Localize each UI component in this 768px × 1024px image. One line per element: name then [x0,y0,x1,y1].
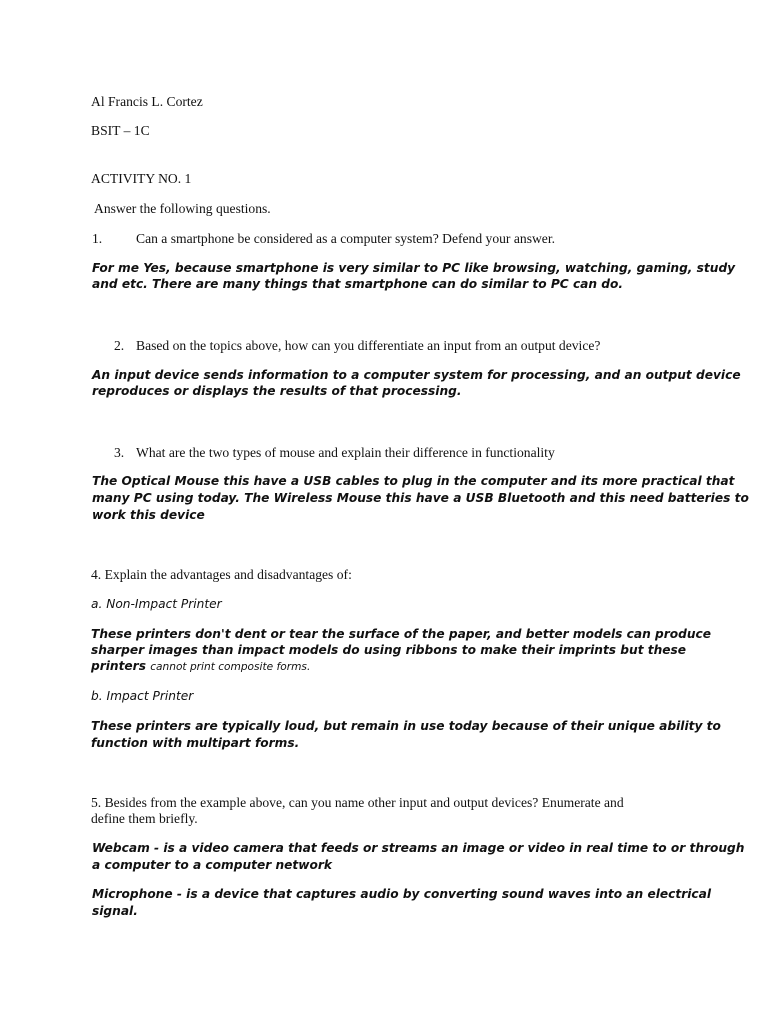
answer-2-line-1: An input device sends information to a computer system for processing, and an output device [92,368,741,382]
question-1-number: 1. [92,231,103,246]
non-impact-answer-line-2: sharper images than impact models do using ribbons to make their imprints but these [91,643,687,657]
microphone-line-2: signal. [92,904,138,918]
webcam-line-1: Webcam - is a video camera that feeds or streams an image or video in real time to or through [92,841,745,855]
question-1 [92,230,555,247]
answer-3-line-1: The Optical Mouse this have a USB cables to plug in the computer and its more practical that [92,474,735,488]
question-3 [114,444,555,461]
answer-2-line-2: reproduces or displays the results of that processing. [92,384,462,398]
question-1-text: Can a smartphone be considered as a computer system? Defend your answer. [136,231,556,246]
non-impact-answer-tail: cannot print composite forms. [150,661,311,673]
impact-label: b. Impact Printer [91,689,194,703]
microphone-line-1: Microphone - is a device that captures audio by converting sound waves into an electrical [92,887,712,901]
impact-answer-line-1: These printers are typically loud, but remain in use today because of their unique ability to [91,719,721,733]
answer-1-line-2: and etc. There are many things that smartphone can do similar to PC can do. [92,277,624,291]
webcam-line-2: a computer to a computer network [92,858,332,872]
question-2-text: Based on the topics above, how can you differentiate an input from an output device? [136,338,601,353]
non-impact-answer-line-3 [91,658,310,676]
instruction: Answer the following questions. [94,201,271,216]
question-3-text: What are the two types of mouse and explain their difference in functionality [136,445,555,460]
student-section: BSIT – 1C [91,123,150,138]
activity-title: ACTIVITY NO. 1 [91,171,192,186]
non-impact-answer-printers: printers [91,659,146,673]
question-2 [114,337,600,354]
answer-3-line-2: many PC using today. The Wireless Mouse this have a USB Bluetooth and this need batteries to [92,491,749,505]
impact-answer-line-2: function with multipart forms. [91,736,300,750]
answer-1-line-1: For me Yes, because smartphone is very similar to PC like browsing, watching, gaming, study [92,261,736,275]
question-5-line-1: 5. Besides from the example above, can you name other input and output devices? Enumerate and [91,795,624,810]
non-impact-answer-line-1: These printers don't dent or tear the surface of the paper, and better models can produce [91,627,712,641]
question-2-number: 2. [114,338,125,353]
question-3-number: 3. [114,445,125,460]
answer-3-line-3: work this device [92,508,205,522]
student-name: Al Francis L. Cortez [91,94,203,109]
question-5-line-2: define them briefly. [91,811,198,826]
question-4: 4. Explain the advantages and disadvantages of: [91,567,352,582]
non-impact-label: a. Non-Impact Printer [91,597,222,611]
